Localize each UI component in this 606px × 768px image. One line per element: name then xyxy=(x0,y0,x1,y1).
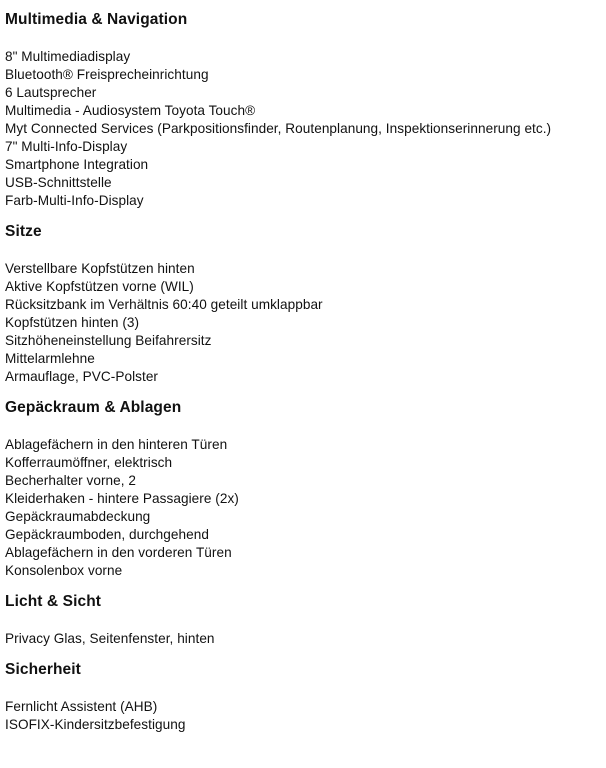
list-item: Verstellbare Kopfstützen hinten xyxy=(5,261,195,276)
list-item: Ablagefächern in den hinteren Türen xyxy=(5,437,228,452)
list-item: Ablagefächern in den vorderen Türen xyxy=(5,545,232,560)
feature-list xyxy=(5,698,606,734)
section-heading: Multimedia & Navigation xyxy=(5,11,188,28)
feature-list xyxy=(5,48,606,210)
list-item: Armauflage, PVC-Polster xyxy=(5,369,159,384)
feature-list xyxy=(5,436,606,580)
list-item: USB-Schnittstelle xyxy=(5,175,112,190)
list-item: 7" Multi-Info-Display xyxy=(5,139,128,154)
section-heading: Licht & Sicht xyxy=(5,593,102,610)
section-gepaeckraum-ablagen xyxy=(5,398,606,580)
section-heading: Sitze xyxy=(5,223,42,240)
list-item: Bluetooth® Freisprecheinrichtung xyxy=(5,67,209,82)
list-item: Multimedia - Audiosystem Toyota Touch® xyxy=(5,103,256,118)
list-item: Fernlicht Assistent (AHB) xyxy=(5,699,158,714)
section-sicherheit xyxy=(5,660,606,734)
section-heading: Sicherheit xyxy=(5,661,81,678)
section-sitze xyxy=(5,222,606,386)
list-item: Konsolenbox vorne xyxy=(5,563,123,578)
list-item: Becherhalter vorne, 2 xyxy=(5,473,137,488)
list-item: Rücksitzbank im Verhältnis 60:40 geteilt umklappbar xyxy=(5,297,323,312)
list-item: Sitzhöheneinstellung Beifahrersitz xyxy=(5,333,212,348)
list-item: Privacy Glas, Seitenfenster, hinten xyxy=(5,631,215,646)
list-item: Gepäckraumabdeckung xyxy=(5,509,151,524)
list-item: Smartphone Integration xyxy=(5,157,149,172)
list-item: Aktive Kopfstützen vorne (WIL) xyxy=(5,279,194,294)
list-item: Kopfstützen hinten (3) xyxy=(5,315,140,330)
list-item: Kofferraumöffner, elektrisch xyxy=(5,455,173,470)
feature-list xyxy=(5,260,606,386)
list-item: 6 Lautsprecher xyxy=(5,85,97,100)
feature-list xyxy=(5,630,606,648)
list-item: 8" Multimediadisplay xyxy=(5,49,131,64)
list-item: Myt Connected Services (Parkpositionsfinder, Routenplanung, Inspektionserinnerung etc.) xyxy=(5,121,552,136)
equipment-document xyxy=(5,0,606,746)
list-item: ISOFIX-Kindersitzbefestigung xyxy=(5,717,186,732)
section-licht-sicht xyxy=(5,592,606,648)
section-multimedia-navigation xyxy=(5,10,606,210)
list-item: Mittelarmlehne xyxy=(5,351,95,366)
section-heading: Gepäckraum & Ablagen xyxy=(5,399,182,416)
list-item: Gepäckraumboden, durchgehend xyxy=(5,527,209,542)
list-item: Kleiderhaken - hintere Passagiere (2x) xyxy=(5,491,239,506)
list-item: Farb-Multi-Info-Display xyxy=(5,193,144,208)
